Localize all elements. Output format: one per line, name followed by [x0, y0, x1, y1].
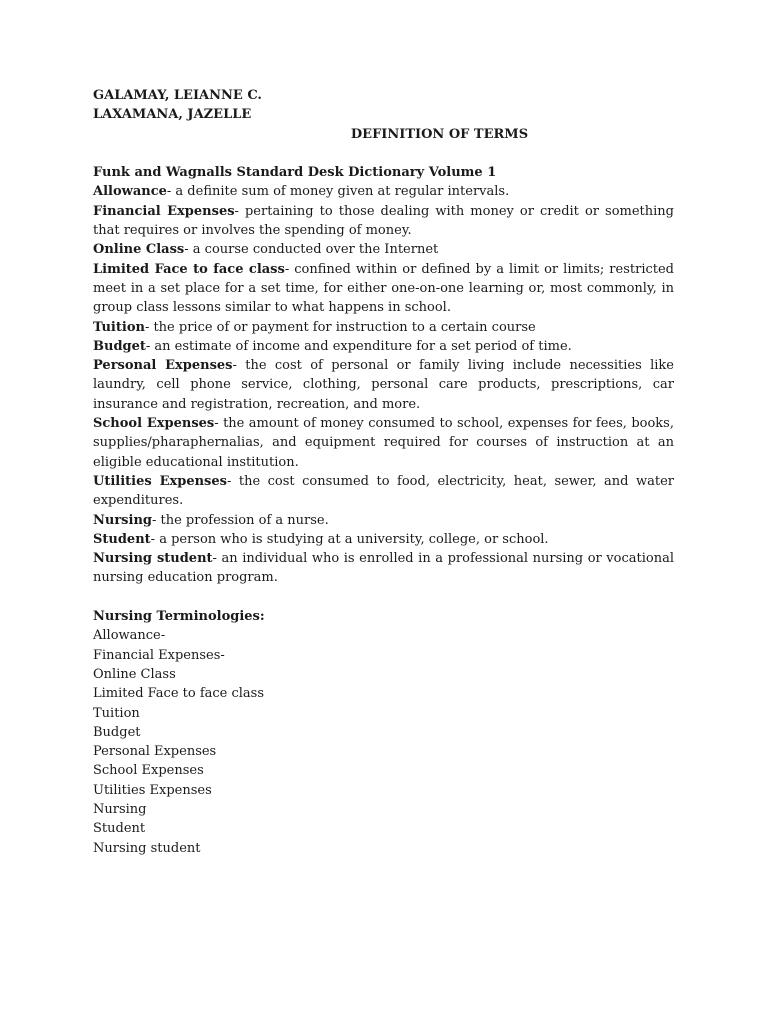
definition-entry	[93, 337, 674, 356]
source-reference: Funk and Wagnalls Standard Desk Dictionary Volume 1	[93, 165, 497, 181]
definition-entry	[93, 356, 674, 414]
definition-term: Online Class	[93, 242, 185, 258]
definition-term: Utilities Expenses	[93, 473, 227, 489]
definition-entry	[93, 318, 674, 337]
definition-text: - confined within or defined by a limit or limits; restricted meet in a set place for a set time, for either one-on-one learning or, most commonly, in group class lessons similar to what happens in school.	[93, 261, 674, 316]
list-item: Utilities Expenses	[93, 782, 212, 798]
definition-text: - a definite sum of money given at regular intervals.	[166, 184, 510, 200]
definition-text: - a course conducted over the Internet	[184, 242, 439, 258]
definition-term: Nursing student	[93, 551, 213, 567]
definition-entry	[93, 414, 674, 472]
definition-text: - a person who is studying at a university, college, or school.	[150, 531, 549, 547]
list-item: Nursing student	[93, 840, 201, 856]
definition-term: School Expenses	[93, 416, 215, 432]
document-page	[93, 86, 674, 858]
definition-term: Financial Expenses	[93, 203, 235, 219]
definition-entry	[93, 202, 674, 241]
list-item: Personal Expenses	[93, 744, 217, 760]
definition-entry	[93, 511, 674, 530]
definition-term: Tuition	[93, 319, 145, 335]
definition-term: Limited Face to face class	[93, 261, 285, 277]
definition-entry	[93, 240, 674, 259]
definition-term: Student	[93, 531, 151, 547]
definition-text: - the amount of money consumed to school, expenses for fees, books, supplies/pharaphernalias, and equipment required for courses of instruction at an eligible educational institution.	[93, 416, 674, 470]
definition-term: Budget	[93, 338, 146, 354]
definition-entry	[93, 472, 674, 511]
terminologies-heading: Nursing Terminologies:	[93, 609, 265, 625]
definition-term: Allowance	[93, 184, 167, 200]
definition-text: - the cost of personal or family living include necessities like laundry, cell phone service, clothing, personal care products, prescriptions, car insurance and registration, recreation, and more.	[93, 358, 674, 412]
definition-entry	[93, 260, 674, 318]
list-item: Limited Face to face class	[93, 686, 265, 702]
list-item: Student	[93, 821, 146, 837]
list-item: Allowance-	[93, 628, 166, 644]
document-title: DEFINITION OF TERMS	[350, 126, 529, 142]
definition-entry	[93, 549, 674, 588]
author-name: GALAMAY, LEIANNE C.	[93, 88, 262, 103]
list-item: Tuition	[93, 705, 140, 721]
list-item: School Expenses	[93, 763, 204, 779]
definitions-list	[93, 182, 674, 587]
definition-text: - an estimate of income and expenditure for a set period of time.	[145, 338, 572, 354]
definition-text: - an individual who is enrolled in a professional nursing or vocational nursing education program.	[93, 551, 674, 586]
list-item: Financial Expenses-	[93, 647, 225, 663]
spacer	[93, 588, 674, 607]
list-item: Online Class	[93, 666, 176, 682]
definition-term: Personal Expenses	[93, 358, 233, 374]
spacer	[93, 144, 674, 163]
definition-text: - pertaining to those dealing with money or credit or something that requires or involves the spending of money.	[93, 203, 674, 239]
author-name: LAXAMANA, JAZELLE	[93, 107, 252, 123]
definition-entry	[93, 182, 674, 201]
definition-text: - the profession of a nurse.	[151, 512, 329, 528]
definition-term: Nursing	[93, 512, 152, 528]
definition-text: - the price of or payment for instruction to a certain course	[144, 319, 536, 335]
list-item: Nursing	[93, 801, 147, 817]
list-item: Budget	[93, 724, 141, 740]
definition-entry	[93, 530, 674, 549]
definition-text: - the cost consumed to food, electricity, heat, sewer, and water expenditures.	[93, 473, 674, 509]
terminologies-list	[93, 626, 674, 858]
